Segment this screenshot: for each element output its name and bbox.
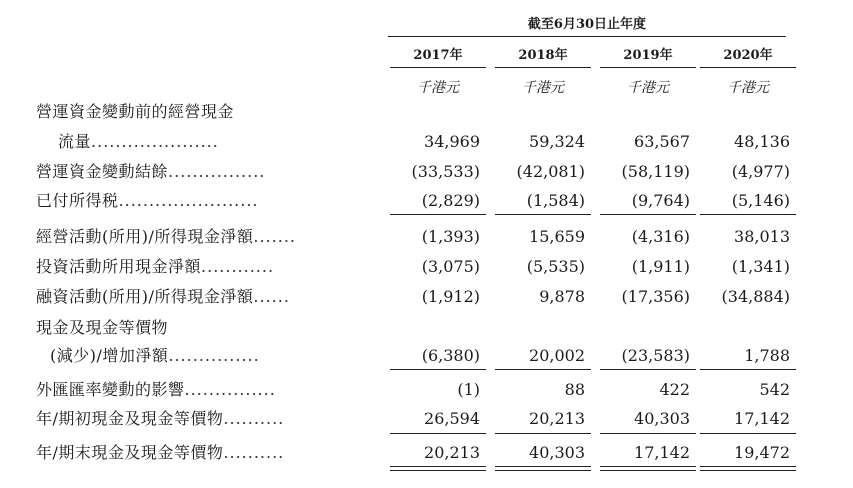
row-label: 年/期末現金及現金等價物.......... [36, 443, 285, 462]
period-header: 截至6月30日止年度 [527, 17, 647, 32]
unit-label: 千港元 [522, 80, 564, 96]
cell-value: 40,303 [529, 443, 585, 462]
cell-value: (58,119) [621, 162, 690, 181]
row-label: 現金及現金等價物 [36, 318, 169, 337]
dot-leader: ..................... [91, 132, 219, 151]
row-label-cont: 流量..................... [58, 132, 219, 151]
subtotal-rule [390, 369, 486, 370]
year-rule [390, 67, 486, 68]
cell-value: 63,567 [634, 132, 690, 151]
cell-value: 1,788 [744, 346, 790, 365]
cell-value: (1,393) [421, 227, 480, 246]
year-rule [700, 67, 796, 68]
year-header-2018: 2018年 [518, 48, 568, 63]
subtotal-rule [700, 433, 796, 434]
cell-value: 15,659 [529, 227, 585, 246]
dot-leader: ....................... [118, 191, 259, 210]
cell-value: (5,535) [526, 257, 585, 276]
cell-value: 422 [659, 380, 690, 399]
cell-value: 20,002 [529, 346, 585, 365]
cell-value: 9,878 [539, 287, 585, 306]
unit-label: 千港元 [627, 80, 669, 96]
unit-label: 千港元 [727, 80, 769, 96]
total-double-rule [495, 466, 591, 471]
cell-value: (5,146) [731, 191, 790, 210]
dot-leader: .......... [223, 443, 285, 462]
cell-value: (1,911) [631, 257, 690, 276]
subtotal-rule [390, 214, 486, 215]
total-double-rule [600, 466, 696, 471]
cell-value: 542 [759, 380, 790, 399]
dot-leader: ....... [253, 227, 296, 246]
cell-value: 20,213 [529, 409, 585, 428]
cell-value: (4,316) [631, 227, 690, 246]
cell-value: (9,764) [631, 191, 690, 210]
cell-value: 59,324 [529, 132, 585, 151]
year-rule [495, 67, 591, 68]
subtotal-rule [390, 433, 486, 434]
dot-leader: ............... [168, 346, 260, 365]
cell-value: (23,583) [621, 346, 690, 365]
row-label: 營運資金變動結餘................ [36, 162, 266, 181]
subtotal-rule [700, 369, 796, 370]
cell-value: (2,829) [421, 191, 480, 210]
cell-value: (33,533) [411, 162, 480, 181]
subtotal-rule [700, 214, 796, 215]
cell-value: (4,977) [731, 162, 790, 181]
subtotal-rule [600, 433, 696, 434]
cell-value: 38,013 [734, 227, 790, 246]
cell-value: (1) [457, 380, 480, 399]
cell-value: (3,075) [421, 257, 480, 276]
row-label: 經營活動(所用)/所得現金淨額....... [36, 227, 296, 246]
cell-value: 17,142 [634, 443, 690, 462]
cell-value: 48,136 [734, 132, 790, 151]
dot-leader: ............ [201, 257, 275, 276]
row-label: 投資活動所用現金淨額............ [36, 257, 275, 276]
cell-value: (34,884) [721, 287, 790, 306]
cell-value: (1,341) [731, 257, 790, 276]
row-label-cont: (減少)/增加淨額............... [50, 346, 260, 365]
cell-value: 88 [564, 380, 585, 399]
cell-value: (6,380) [421, 346, 480, 365]
row-label: 年/期初現金及現金等價物.......... [36, 409, 285, 428]
subtotal-rule [495, 369, 591, 370]
cell-value: 34,969 [424, 132, 480, 151]
row-label: 融資活動(所用)/所得現金淨額...... [36, 287, 290, 306]
row-label: 已付所得税....................... [36, 191, 259, 210]
row-label: 營運資金變動前的經營現金 [36, 102, 235, 121]
dot-leader: ...... [253, 287, 290, 306]
dot-leader: .......... [223, 409, 285, 428]
row-label: 外匯匯率變動的影響............... [36, 380, 276, 399]
cell-value: (42,081) [516, 162, 585, 181]
cell-value: 40,303 [634, 409, 690, 428]
cell-value: 26,594 [424, 409, 480, 428]
cell-value: (17,356) [621, 287, 690, 306]
dot-leader: ................ [168, 162, 266, 181]
total-double-rule [390, 466, 486, 471]
cell-value: 20,213 [424, 443, 480, 462]
cell-value: (1,584) [526, 191, 585, 210]
subtotal-rule [600, 214, 696, 215]
header-rule [388, 36, 786, 37]
subtotal-rule [600, 369, 696, 370]
year-header-2020: 2020年 [723, 48, 773, 63]
dot-leader: ............... [184, 380, 276, 399]
cell-value: (1,912) [421, 287, 480, 306]
unit-label: 千港元 [417, 80, 459, 96]
cell-value: 19,472 [734, 443, 790, 462]
cell-value: 17,142 [734, 409, 790, 428]
subtotal-rule [495, 214, 591, 215]
year-header-2017: 2017年 [413, 48, 463, 63]
total-double-rule [700, 466, 796, 471]
year-rule [600, 67, 696, 68]
subtotal-rule [495, 433, 591, 434]
year-header-2019: 2019年 [623, 48, 673, 63]
